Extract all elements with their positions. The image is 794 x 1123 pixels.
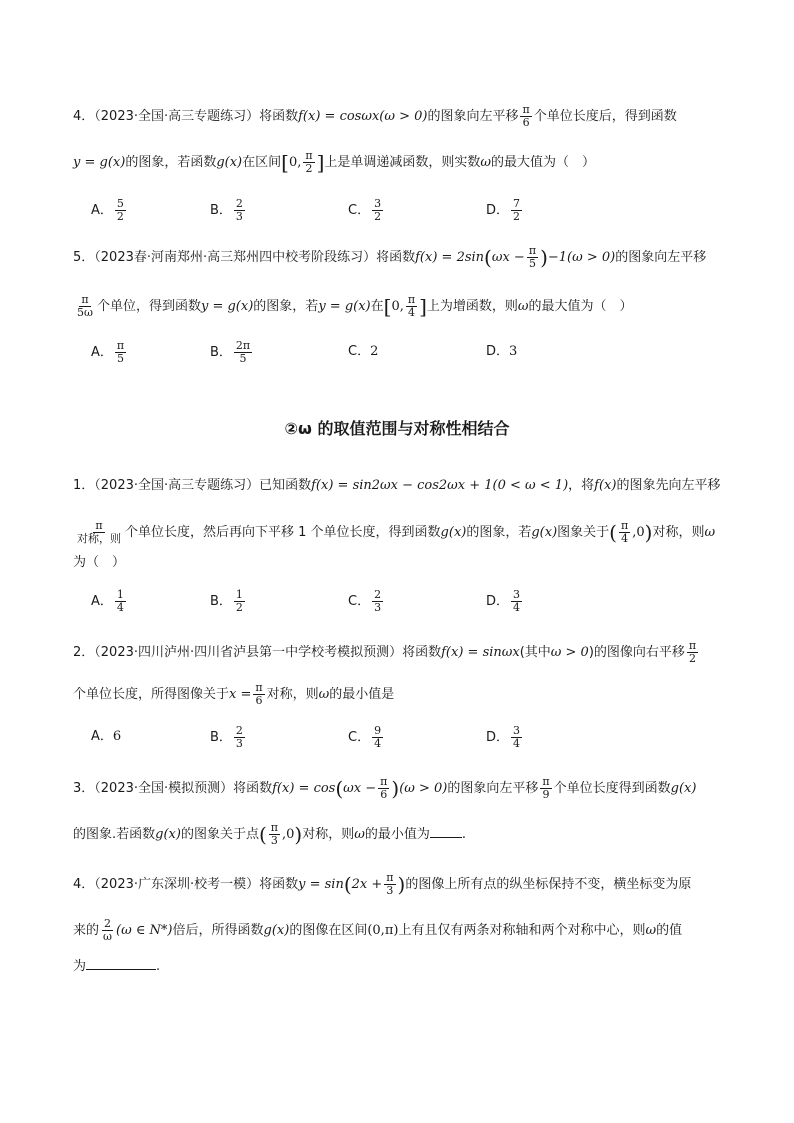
formula: f(x) = 2sin [415, 250, 485, 265]
option-c[interactable]: C． $\frac{3}{2}$ [348, 197, 382, 223]
formula: y = g(x) [73, 155, 126, 170]
option-b[interactable]: B． $\frac{2}{3}$ [210, 197, 243, 223]
formula: f(x) = cosωx(ω > 0) [298, 109, 428, 124]
s2-q1-line1: 1．（2023·全国·高三专题练习）已知函数f(x) = sin2ωx − cos2ωx + 1(0 < ω < 1)，将f(x)的图象先向左平移 [73, 478, 721, 493]
question-text: 的图象向左平移 [615, 250, 707, 265]
section-heading: ②ω 的取值范围与对称性相结合 [284, 419, 510, 438]
question-text: 的图象，若函数 [125, 155, 217, 170]
formula: g(x) [216, 155, 243, 170]
s2-q3-line2: 的图象.若函数g(x)的图象关于点( $\frac{\pi}{3}$ ,0)对称，则ω的最小值为 . [73, 821, 466, 847]
s1-q5-line1: 5．（2023春·河南郑州·高三郑州四中校考阶段练习）将函数f(x) = 2sin(ωx − $\frac{\pi}{5}$ )−1(ω > 0)的图象向左平移 [73, 244, 707, 270]
s2-q4-line2: 来的 $\frac{2}{\omega}$ (ω ∈ N*)倍后，所得函数g(x)的图像在区间(0,π)上有且仅有两条对称轴和两个对称中心，则ω的值 [73, 917, 683, 943]
option-d[interactable]: D．3 [486, 344, 518, 359]
question-text: 5．（2023春·河南郑州·高三郑州四中校考阶段练习）将函数 [73, 250, 416, 265]
answer-blank[interactable] [430, 823, 462, 838]
omega-symbol: ω [480, 155, 492, 170]
option-c[interactable]: C． $\frac{9}{4}$ [348, 724, 382, 750]
option-d[interactable]: D． $\frac{3}{4}$ [486, 724, 521, 750]
option-a[interactable]: A．6 [91, 729, 122, 744]
option-a[interactable]: A． $\frac{1}{4}$ [91, 588, 124, 614]
option-b[interactable]: B． $\frac{2}{3}$ [210, 724, 243, 750]
answer-blank[interactable] [86, 955, 156, 970]
option-a[interactable]: A． $\frac{\pi}{5}$ [91, 339, 125, 365]
s2-q2-line1: 2．（2023·四川泸州·四川省泸县第一中学校考模拟预测）将函数f(x) = sinωx(其中ω > 0)的图像向右平移 $\frac{\pi}{2}$ [73, 639, 697, 665]
s2-q4-line1: 4．（2023·广东深圳·校考一模）将函数y = sin(2x + $\frac{\pi}{3}$ )的图像上所有点的纵坐标保持不变，横坐标变为原 [73, 871, 692, 897]
fraction: $\frac{\pi}{6}$ [522, 103, 530, 129]
s2-q3-line1: 3．（2023·全国·模拟预测）将函数f(x) = cos(ωx − $\frac{\pi}{6}$ )(ω > 0)的图象向左平移 $\frac{\pi}{9}$ 个单位长度得到函数g(x) [73, 775, 697, 801]
option-c[interactable]: C．2 [348, 344, 379, 359]
s1-q5-line2: $\frac{\pi}{5\omega}$ 个单位，得到函数y = g(x)的图象，若y = g(x)在[0, $\frac{\pi}{4}$ ]上为增函数，则ω的最大值为（ ） [77, 293, 633, 319]
s1-q4-line2: y = g(x)的图象，若函数g(x)在区间[0, $\frac{\pi}{2}$ ]上是单调递减函数，则实数ω的最大值为（ ） [73, 149, 596, 175]
option-b[interactable]: B． $\frac{1}{2}$ [210, 588, 243, 614]
option-c[interactable]: C． $\frac{2}{3}$ [348, 588, 382, 614]
option-d[interactable]: D． $\frac{3}{4}$ [486, 588, 521, 614]
option-a[interactable]: A． $\frac{5}{2}$ [91, 197, 124, 223]
formula: −1(ω > 0) [547, 250, 616, 265]
s2-q1-line3: 为（ ） [73, 555, 126, 570]
question-text: 上是单调递减函数，则实数 [324, 155, 481, 170]
question-text: 的图象向左平移 [427, 109, 519, 124]
question-text: 在区间 [242, 155, 282, 170]
option-d[interactable]: D． $\frac{7}{2}$ [486, 197, 521, 223]
s1-q4-line1 [73, 104, 677, 129]
fraction: $\frac{\pi}{5\omega}$ [77, 293, 93, 319]
question-text: 的最大值为（ ） [491, 155, 596, 170]
question-text: 个单位长度后，得到函数 [533, 109, 677, 124]
question-text: 4．（2023·全国·高三专题练习）将函数 [73, 109, 299, 124]
s2-q4-line3: 为 . [73, 955, 160, 977]
interval: 0, [288, 155, 302, 170]
fraction: $\frac{\pi}{2}$ [305, 149, 313, 175]
s2-q1-line2: $\frac{\pi}{\text{对称，则}}$ 个单位长度，然后再向下平移 1 个单位长度，得到函数g(x)的图象，若g(x)图象关于( $\frac{\pi}{4}$ ,0)对称，则ω [77, 519, 716, 545]
option-b[interactable]: B． $\frac{2\pi}{5}$ [210, 339, 251, 365]
s2-q2-line2: 个单位长度，所得图像关于x = $\frac{\pi}{6}$ 对称，则ω的最小值是 [73, 681, 395, 707]
